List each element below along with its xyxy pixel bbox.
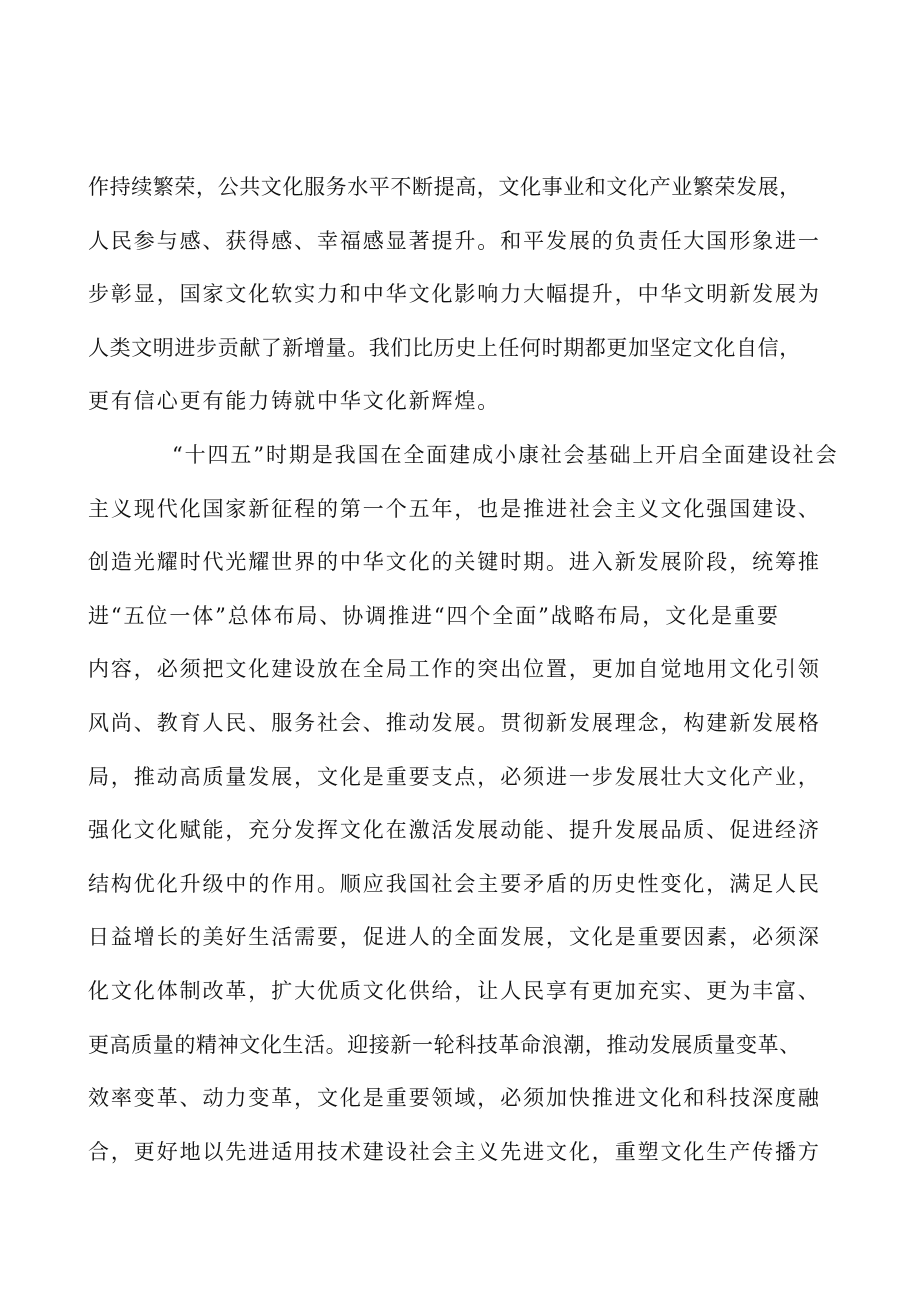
text-line: 日益增长的美好生活需要，促进人的全面发展，文化是重要因素，必须深 [88,925,821,950]
text-line: 合，更好地以先进适用技术建设社会主义先进文化，重塑文化生产传播方 [88,1139,821,1164]
text-line: 作持续繁荣，公共文化服务水平不断提高，文化事业和文化产业繁荣发展， [88,175,801,199]
text-line: 人类文明进步贡献了新增量。我们比历史上任何时期都更加坚定文化自信， [88,335,801,360]
text-line: 风尚、教育人民、服务社会、推动发展。贯彻新发展理念，构建新发展格 [88,710,821,735]
text-line: 化文化体制改革，扩大优质文化供给，让人民享有更加充实、更为丰富、 [88,978,821,1003]
text-line: 结构优化升级中的作用。顺应我国社会主要矛盾的历史性变化，满足人民 [88,871,821,896]
text-line: 更有信心更有能力铸就中华文化新辉煌。 [88,389,501,414]
paragraph-first-line: “十四五”时期是我国在全面建成小康社会基础上开启全面建设社会 [172,442,839,467]
text-line: 强化文化赋能，充分发挥文化在激活发展动能、提升发展品质、促进经济 [88,818,821,843]
text-line: 步彰显，国家文化软实力和中华文化影响力大幅提升，中华文明新发展为 [88,282,821,307]
text-line: 人民参与感、获得感、幸福感显著提升。和平发展的负责任大国形象进一 [88,228,821,253]
text-line: 内容，必须把文化建设放在全局工作的突出位置，更加自觉地用文化引领 [88,657,821,682]
text-line: 主义现代化国家新征程的第一个五年，也是推进社会主义文化强国建设、 [88,496,821,521]
text-line: 创造光耀时代光耀世界的中华文化的关键时期。进入新发展阶段，统筹推 [88,550,821,575]
text-line: 更高质量的精神文化生活。迎接新一轮科技革命浪潮，推动发展质量变革、 [88,1032,801,1057]
document-body [88,161,848,1179]
text-line: 进“五位一体”总体布局、协调推进“四个全面”战略布局，文化是重要 [88,603,780,628]
text-line: 局，推动高质量发展，文化是重要支点，必须进一步发展壮大文化产业， [88,764,821,789]
text-line: 效率变革、动力变革，文化是重要领域，必须加快推进文化和科技深度融 [88,1086,821,1111]
